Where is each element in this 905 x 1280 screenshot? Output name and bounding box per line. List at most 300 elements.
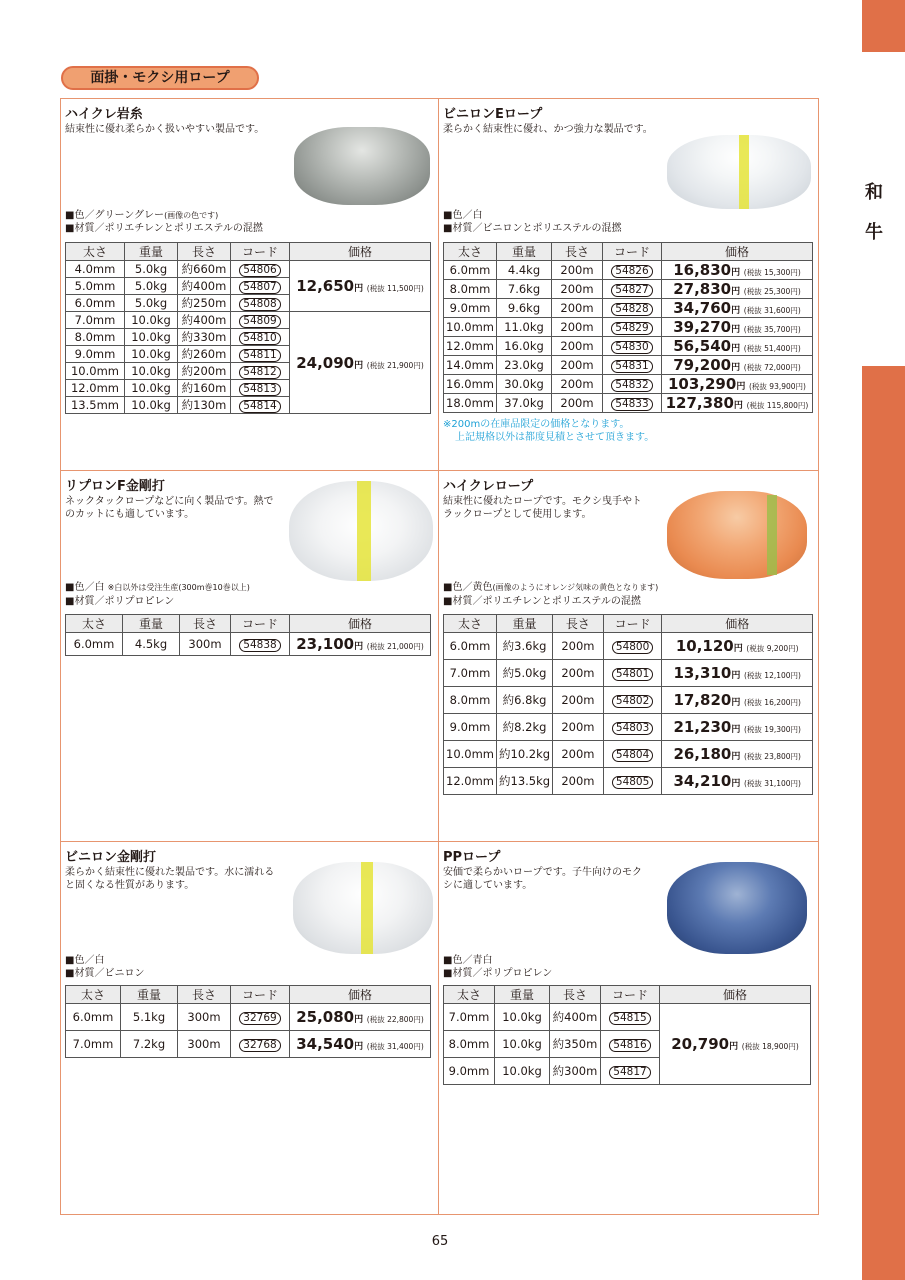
price-cell — [662, 714, 813, 741]
length-cell: 200m — [552, 261, 603, 280]
product-description-2: と固くなる性質があります。 — [65, 880, 195, 891]
color-spec: ■色／白 — [443, 210, 483, 221]
weight-cell: 約6.8kg — [497, 687, 553, 714]
table-row — [66, 261, 431, 278]
code-cell — [602, 280, 661, 299]
table-row — [444, 337, 813, 356]
material-spec: ■材質／ポリエチレンとポリエステルの混撚 — [443, 596, 641, 607]
length-cell: 200m — [552, 318, 603, 337]
tax-excluded-price: (税抜 93,900円) — [748, 382, 806, 391]
table-row — [444, 280, 813, 299]
size-cell: 8.0mm — [444, 687, 497, 714]
table-row — [444, 318, 813, 337]
tax-excluded-price: (税抜 18,900円) — [741, 1042, 799, 1051]
size-cell: 6.0mm — [66, 295, 125, 312]
code-cell — [603, 633, 662, 660]
weight-cell: 約3.6kg — [497, 633, 553, 660]
tax-excluded-price: (税抜 25,300円) — [743, 287, 801, 296]
table-row — [444, 633, 813, 660]
product-code: 54816 — [609, 1039, 650, 1052]
price-cell — [290, 1031, 431, 1058]
price-value: 20,790 — [671, 1035, 730, 1053]
product-code: 32768 — [239, 1039, 280, 1052]
table-header-row — [66, 243, 431, 261]
table-row — [444, 299, 813, 318]
price-value: 34,540 — [296, 1035, 355, 1053]
table-row — [444, 375, 813, 394]
product-code: 54809 — [239, 315, 280, 328]
table-row — [66, 633, 431, 656]
weight-cell: 10.0kg — [125, 329, 178, 346]
price-cell — [661, 318, 812, 337]
code-cell — [603, 687, 662, 714]
weight-cell: 10.0kg — [125, 363, 178, 380]
size-cell: 9.0mm — [444, 714, 497, 741]
size-cell: 8.0mm — [66, 329, 125, 346]
product-code: 54811 — [239, 349, 280, 362]
price-value: 127,380 — [665, 394, 734, 412]
code-cell — [231, 346, 290, 363]
product-code: 54802 — [612, 695, 653, 708]
weight-cell: 10.0kg — [125, 346, 178, 363]
product-description-2: のカットにも適しています。 — [65, 509, 195, 520]
header-length: 長さ — [178, 243, 231, 261]
product-code: 54827 — [611, 284, 652, 297]
size-cell: 7.0mm — [66, 312, 125, 329]
color-note: (画像の色です) — [164, 211, 219, 220]
size-cell: 10.0mm — [444, 741, 497, 768]
product-panel-vinylon-kongo — [61, 842, 435, 1214]
weight-cell: 11.0kg — [497, 318, 552, 337]
price-cell — [660, 1004, 811, 1085]
product-description-1: 柔らかく結束性に優れた製品です。水に濡れる — [65, 867, 275, 878]
header-price: 価格 — [290, 243, 431, 261]
yen-unit: 円 — [731, 268, 741, 278]
tax-excluded-price: (税抜 35,700円) — [743, 325, 801, 334]
table-body — [66, 1004, 431, 1058]
length-cell: 200m — [553, 768, 604, 795]
product-code: 54808 — [239, 298, 280, 311]
table-row — [444, 741, 813, 768]
size-cell: 6.0mm — [66, 633, 123, 656]
product-code: 54806 — [239, 264, 280, 277]
yen-unit: 円 — [733, 401, 743, 411]
code-cell — [603, 768, 662, 795]
price-cell — [661, 280, 812, 299]
code-cell — [231, 329, 290, 346]
header-price: 価格 — [290, 615, 431, 633]
table-body — [444, 633, 813, 795]
table-header-row — [66, 986, 431, 1004]
weight-cell: 5.1kg — [121, 1004, 178, 1031]
yen-unit: 円 — [731, 363, 741, 373]
product-code: 54829 — [611, 322, 652, 335]
yen-unit: 円 — [731, 698, 741, 708]
weight-cell: 4.5kg — [123, 633, 180, 656]
material-spec: ■材質／ビニロン — [65, 968, 145, 979]
product-code: 54813 — [239, 383, 280, 396]
price-value: 25,080 — [296, 1008, 355, 1026]
price-cell — [290, 633, 431, 656]
tax-excluded-price: (税抜 72,000円) — [743, 363, 801, 372]
code-cell — [231, 380, 290, 397]
side-tab-bottom — [862, 366, 905, 1280]
price-value: 26,180 — [673, 745, 732, 763]
price-cell — [290, 1004, 431, 1031]
spec-table — [65, 985, 431, 1058]
price-value: 34,210 — [673, 772, 732, 790]
length-cell: 200m — [552, 375, 603, 394]
color-spec — [65, 581, 250, 594]
product-code: 54815 — [609, 1012, 650, 1025]
price-cell — [661, 356, 812, 375]
header-code: コード — [601, 986, 660, 1004]
product-description-1: 安価で柔らかいロープです。子牛向けのモク — [443, 867, 642, 878]
table-row — [66, 1031, 431, 1058]
code-cell — [603, 660, 662, 687]
weight-cell: 9.6kg — [497, 299, 552, 318]
price-cell — [662, 768, 813, 795]
yen-unit: 円 — [731, 344, 741, 354]
code-cell — [603, 714, 662, 741]
weight-cell: 37.0kg — [497, 394, 552, 413]
size-cell: 9.0mm — [444, 1058, 495, 1085]
color-note: ※白以外は受注生産(300m巻10巻以上) — [107, 583, 250, 592]
product-description-1: ネックタックロープなどに向く製品です。熱で — [65, 496, 274, 507]
color-note: (画像のようにオレンジ気味の黄色となります) — [492, 583, 659, 592]
size-cell: 12.0mm — [444, 337, 497, 356]
length-cell: 約160m — [178, 380, 231, 397]
rope-image — [667, 862, 807, 954]
header-code: コード — [231, 243, 290, 261]
header-code: コード — [231, 615, 290, 633]
code-cell — [231, 295, 290, 312]
tax-excluded-price: (税抜 22,800円) — [366, 1015, 424, 1024]
product-code: 54800 — [612, 641, 653, 654]
weight-cell: 5.0kg — [125, 295, 178, 312]
tax-excluded-price: (税抜 31,600円) — [743, 306, 801, 315]
header-size: 太さ — [444, 986, 495, 1004]
size-cell: 7.0mm — [444, 660, 497, 687]
price-cell — [661, 299, 812, 318]
table-row — [66, 1004, 431, 1031]
product-code: 54804 — [612, 749, 653, 762]
tax-excluded-price: (税抜 19,300円) — [744, 725, 801, 734]
table-body — [444, 1004, 811, 1085]
size-cell: 5.0mm — [66, 278, 125, 295]
code-cell — [601, 1058, 660, 1085]
length-cell: 約400m — [550, 1004, 601, 1031]
size-cell: 9.0mm — [444, 299, 497, 318]
color-spec — [65, 209, 218, 222]
code-cell — [231, 1004, 290, 1031]
price-cell — [661, 337, 812, 356]
length-cell: 約660m — [178, 261, 231, 278]
header-weight: 重量 — [121, 986, 178, 1004]
product-title: ハイクレロープ — [443, 479, 534, 494]
product-description-2: シに適しています。 — [443, 880, 533, 891]
weight-cell: 16.0kg — [497, 337, 552, 356]
header-price: 価格 — [662, 615, 813, 633]
product-title: リプロンF金剛打 — [65, 479, 165, 494]
table-row — [444, 1004, 811, 1031]
size-cell: 13.5mm — [66, 397, 125, 414]
price-cell — [662, 633, 813, 660]
color-spec-text: ■色／黄色 — [443, 582, 493, 593]
code-cell — [602, 356, 661, 375]
product-panel-pp-rope — [439, 842, 813, 1214]
weight-cell: 約10.2kg — [497, 741, 553, 768]
length-cell: 200m — [552, 394, 603, 413]
table-header-row — [444, 243, 813, 261]
page-number: 65 — [431, 1234, 449, 1249]
yen-unit: 円 — [731, 287, 741, 297]
material-spec: ■材質／ポリエチレンとポリエステルの混撚 — [65, 223, 263, 234]
spec-table — [443, 242, 813, 413]
length-cell: 約330m — [178, 329, 231, 346]
material-spec: ■材質／ビニロンとポリエステルの混撚 — [443, 223, 622, 234]
weight-cell: 5.0kg — [125, 261, 178, 278]
price-cell — [661, 375, 812, 394]
weight-cell: 10.0kg — [495, 1031, 550, 1058]
side-tab-top — [862, 0, 905, 52]
length-cell: 約400m — [178, 278, 231, 295]
color-spec — [443, 581, 658, 594]
weight-cell: 約5.0kg — [497, 660, 553, 687]
price-value: 39,270 — [673, 318, 732, 336]
table-row — [444, 768, 813, 795]
table-row — [66, 312, 431, 329]
header-price: 価格 — [661, 243, 812, 261]
header-weight: 重量 — [497, 243, 552, 261]
size-cell: 7.0mm — [66, 1031, 121, 1058]
product-title: ハイクレ岩糸 — [65, 107, 143, 122]
product-code: 54814 — [239, 400, 280, 413]
product-code: 54817 — [609, 1066, 650, 1079]
size-cell: 12.0mm — [66, 380, 125, 397]
size-cell: 10.0mm — [66, 363, 125, 380]
code-cell — [231, 261, 290, 278]
yen-unit: 円 — [354, 1015, 364, 1025]
product-title: ビニロンEロープ — [443, 107, 543, 122]
code-cell — [231, 633, 290, 656]
product-title: PPロープ — [443, 850, 501, 865]
yen-unit: 円 — [731, 325, 741, 335]
weight-cell: 7.6kg — [497, 280, 552, 299]
length-cell: 約130m — [178, 397, 231, 414]
size-cell: 8.0mm — [444, 1031, 495, 1058]
code-cell — [601, 1004, 660, 1031]
size-cell: 16.0mm — [444, 375, 497, 394]
table-row — [444, 356, 813, 375]
rope-band — [361, 862, 373, 954]
weight-cell: 30.0kg — [497, 375, 552, 394]
price-value: 23,100 — [296, 635, 355, 653]
tax-excluded-price: (税抜 16,200円) — [744, 698, 801, 707]
header-price: 価格 — [290, 986, 431, 1004]
product-description: 柔らかく結束性に優れ、かつ強力な製品です。 — [443, 124, 653, 135]
code-cell — [231, 397, 290, 414]
rope-image — [667, 491, 807, 579]
tax-excluded-price: (税抜 12,100円) — [744, 671, 801, 680]
header-length: 長さ — [178, 986, 231, 1004]
price-value: 13,310 — [673, 664, 732, 682]
price-value: 21,230 — [673, 718, 732, 736]
price-cell — [661, 394, 812, 413]
length-cell: 200m — [552, 356, 603, 375]
header-length: 長さ — [550, 986, 601, 1004]
yen-unit: 円 — [731, 306, 741, 316]
length-cell: 200m — [552, 280, 603, 299]
rope-image — [294, 127, 430, 205]
tax-excluded-price: (税抜 23,800円) — [744, 752, 801, 761]
rope-band — [357, 481, 371, 581]
product-code: 54838 — [239, 639, 280, 652]
color-spec: ■色／白 — [65, 955, 105, 966]
price-value: 56,540 — [673, 337, 732, 355]
product-code: 54805 — [612, 776, 653, 789]
tax-excluded-price: (税抜 11,500円) — [366, 284, 424, 293]
weight-cell: 10.0kg — [495, 1004, 550, 1031]
code-cell — [602, 299, 661, 318]
yen-unit: 円 — [354, 1042, 364, 1052]
product-description: 結束性に優れ柔らかく扱いやすい製品です。 — [65, 124, 265, 135]
weight-cell: 10.0kg — [125, 312, 178, 329]
tax-excluded-price: (税抜 31,100円) — [744, 779, 801, 788]
product-code: 32769 — [239, 1012, 280, 1025]
size-cell: 9.0mm — [66, 346, 125, 363]
header-size: 太さ — [66, 986, 121, 1004]
product-description-2: ラックロープとして使用します。 — [443, 509, 592, 520]
length-cell: 300m — [178, 1004, 231, 1031]
yen-unit: 円 — [354, 642, 364, 652]
header-weight: 重量 — [497, 615, 553, 633]
yen-unit: 円 — [354, 360, 364, 371]
price-value: 27,830 — [673, 280, 732, 298]
side-label-char-1: 和 — [865, 182, 883, 203]
length-cell: 約250m — [178, 295, 231, 312]
header-size: 太さ — [66, 615, 123, 633]
rope-band — [767, 495, 777, 575]
code-cell — [231, 1031, 290, 1058]
size-cell: 8.0mm — [444, 280, 497, 299]
header-price: 価格 — [660, 986, 811, 1004]
length-cell: 約300m — [550, 1058, 601, 1085]
price-value: 16,830 — [673, 261, 732, 279]
code-cell — [602, 375, 661, 394]
length-cell: 約260m — [178, 346, 231, 363]
table-header-row — [66, 615, 431, 633]
header-code: コード — [602, 243, 661, 261]
weight-cell: 10.0kg — [125, 397, 178, 414]
table-body — [66, 261, 431, 414]
code-cell — [231, 278, 290, 295]
stock-note-2: 上記規格以外は都度見積とさせて頂きます。 — [455, 432, 655, 443]
product-code: 54832 — [611, 379, 652, 392]
weight-cell: 5.0kg — [125, 278, 178, 295]
tax-excluded-price: (税抜 15,300円) — [743, 268, 801, 277]
table-row — [444, 394, 813, 413]
yen-unit: 円 — [731, 779, 741, 789]
length-cell: 約350m — [550, 1031, 601, 1058]
price-value: 103,290 — [667, 375, 737, 393]
spec-table — [65, 242, 431, 414]
header-weight: 重量 — [125, 243, 178, 261]
yen-unit: 円 — [733, 644, 743, 654]
table-row — [444, 687, 813, 714]
size-cell: 10.0mm — [444, 318, 497, 337]
spec-table — [65, 614, 431, 656]
header-size: 太さ — [66, 243, 125, 261]
table-body — [66, 633, 431, 656]
header-length: 長さ — [553, 615, 604, 633]
table-header-row — [444, 986, 811, 1004]
tax-excluded-price: (税抜 51,400円) — [743, 344, 801, 353]
weight-cell: 7.2kg — [121, 1031, 178, 1058]
price-cell — [662, 741, 813, 768]
size-cell: 14.0mm — [444, 356, 497, 375]
spec-table — [443, 614, 813, 795]
size-cell: 18.0mm — [444, 394, 497, 413]
yen-unit: 円 — [731, 671, 741, 681]
tax-excluded-price: (税抜 9,200円) — [746, 644, 799, 653]
color-spec: ■色／青白 — [443, 955, 493, 966]
table-row — [444, 660, 813, 687]
code-cell — [602, 261, 661, 280]
table-row — [444, 714, 813, 741]
length-cell: 200m — [552, 337, 603, 356]
product-code: 54801 — [612, 668, 653, 681]
weight-cell: 10.0kg — [495, 1058, 550, 1085]
product-panel-ripron-f — [61, 471, 435, 841]
code-cell — [602, 394, 661, 413]
code-cell — [602, 318, 661, 337]
weight-cell: 4.4kg — [497, 261, 552, 280]
size-cell: 6.0mm — [66, 1004, 121, 1031]
yen-unit: 円 — [731, 725, 741, 735]
product-code: 54826 — [611, 265, 652, 278]
size-cell: 6.0mm — [444, 261, 497, 280]
header-code: コード — [603, 615, 662, 633]
product-code: 54803 — [612, 722, 653, 735]
length-cell: 200m — [553, 633, 604, 660]
product-code: 54810 — [239, 332, 280, 345]
price-value: 34,760 — [673, 299, 732, 317]
product-panel-vinylon-e — [439, 99, 813, 469]
product-code: 54830 — [611, 341, 652, 354]
product-panel-haikure-rope — [439, 471, 813, 841]
header-length: 長さ — [180, 615, 231, 633]
material-spec: ■材質／ポリプロピレン — [443, 968, 553, 979]
size-cell: 4.0mm — [66, 261, 125, 278]
code-cell — [601, 1031, 660, 1058]
product-code: 54831 — [611, 360, 652, 373]
length-cell: 約400m — [178, 312, 231, 329]
size-cell: 6.0mm — [444, 633, 497, 660]
product-code: 54812 — [239, 366, 280, 379]
size-cell: 7.0mm — [444, 1004, 495, 1031]
color-spec-text: ■色／グリーングレー — [65, 210, 165, 221]
code-cell — [603, 741, 662, 768]
product-panel-haikure-iwaito — [61, 99, 435, 469]
price-value: 79,200 — [673, 356, 732, 374]
code-cell — [231, 363, 290, 380]
tax-excluded-price: (税抜 21,000円) — [366, 642, 424, 651]
price-value: 10,120 — [675, 637, 734, 655]
product-code: 54807 — [239, 281, 280, 294]
weight-cell: 23.0kg — [497, 356, 552, 375]
yen-unit: 円 — [731, 752, 741, 762]
